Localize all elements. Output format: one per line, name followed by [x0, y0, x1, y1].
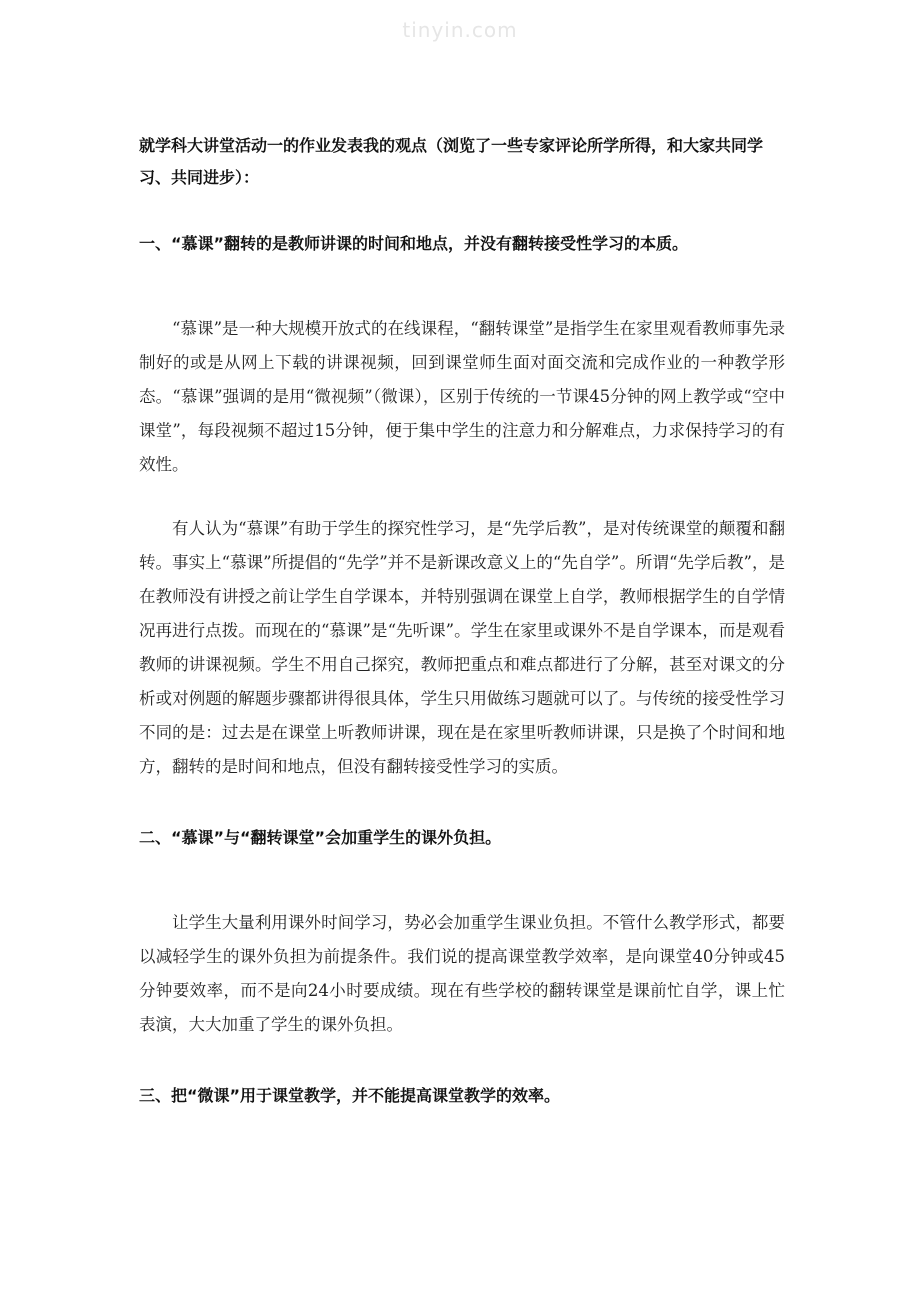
section-3-heading: 三、把“微课”用于课堂教学，并不能提高课堂教学的效率。 [139, 1086, 561, 1105]
section-2-heading: 二、“慕课”与“翻转课堂”会加重学生的课外负担。 [139, 828, 502, 847]
section-2-paragraph-1: 让学生大量利用课外时间学习，势必会加重学生课业负担。不管什么教学形式，都要以减轻学生的课外负担为前提条件。我们说的提高课堂教学效率，是向课堂40分钟或45分钟要效率，而不是向24小时要成绩。现在有些学校的翻转课堂是课前忙自学，课上忙表演，大大加重了学生的课外负担。 [139, 913, 785, 1034]
intro-text: 就学科大讲堂活动一的作业发表我的观点（浏览了一些专家评论所学所得，和大家共同学习、共同进步）： [139, 136, 764, 187]
document-body [139, 130, 785, 1112]
watermark: tinyin.com [402, 18, 518, 42]
section-1-paragraph-1: “慕课”是一种大规模开放式的在线课程，“翻转课堂”是指学生在家里观看教师事先录制好的或是从网上下载的讲课视频，回到课堂师生面对面交流和完成作业的一种教学形态。“慕课”强调的是用“微视频”（微课），区别于传统的一节课45分钟的网上教学或“空中课堂”，每段视频不超过15分钟，便于集中学生的注意力和分解难点，力求保持学习的有效性。 [139, 319, 785, 474]
section-1-paragraph-2: 有人认为“慕课”有助于学生的探究性学习，是“先学后教”，是对传统课堂的颠覆和翻转。事实上“慕课”所提倡的“先学”并不是新课改意义上的“先自学”。所谓“先学后教”，是在教师没有讲授之前让学生自学课本，并特别强调在课堂上自学，教师根据学生的自学情况再进行点拨。而现在的“慕课”是“先听课”。学生在家里或课外不是自学课本，而是观看教师的讲课视频。学生不用自己探究，教师把重点和难点都进行了分解，甚至对课文的分析或对例题的解题步骤都讲得很具体，学生只用做练习题就可以了。与传统的接受性学习不同的是：过去是在课堂上听教师讲课，现在是在家里听教师讲课，只是换了个时间和地方，翻转的是时间和地点，但没有翻转接受性学习的实质。 [139, 519, 785, 776]
section-1-heading: 一、“慕课”翻转的是教师讲课的时间和地点，并没有翻转接受性学习的本质。 [139, 234, 689, 253]
